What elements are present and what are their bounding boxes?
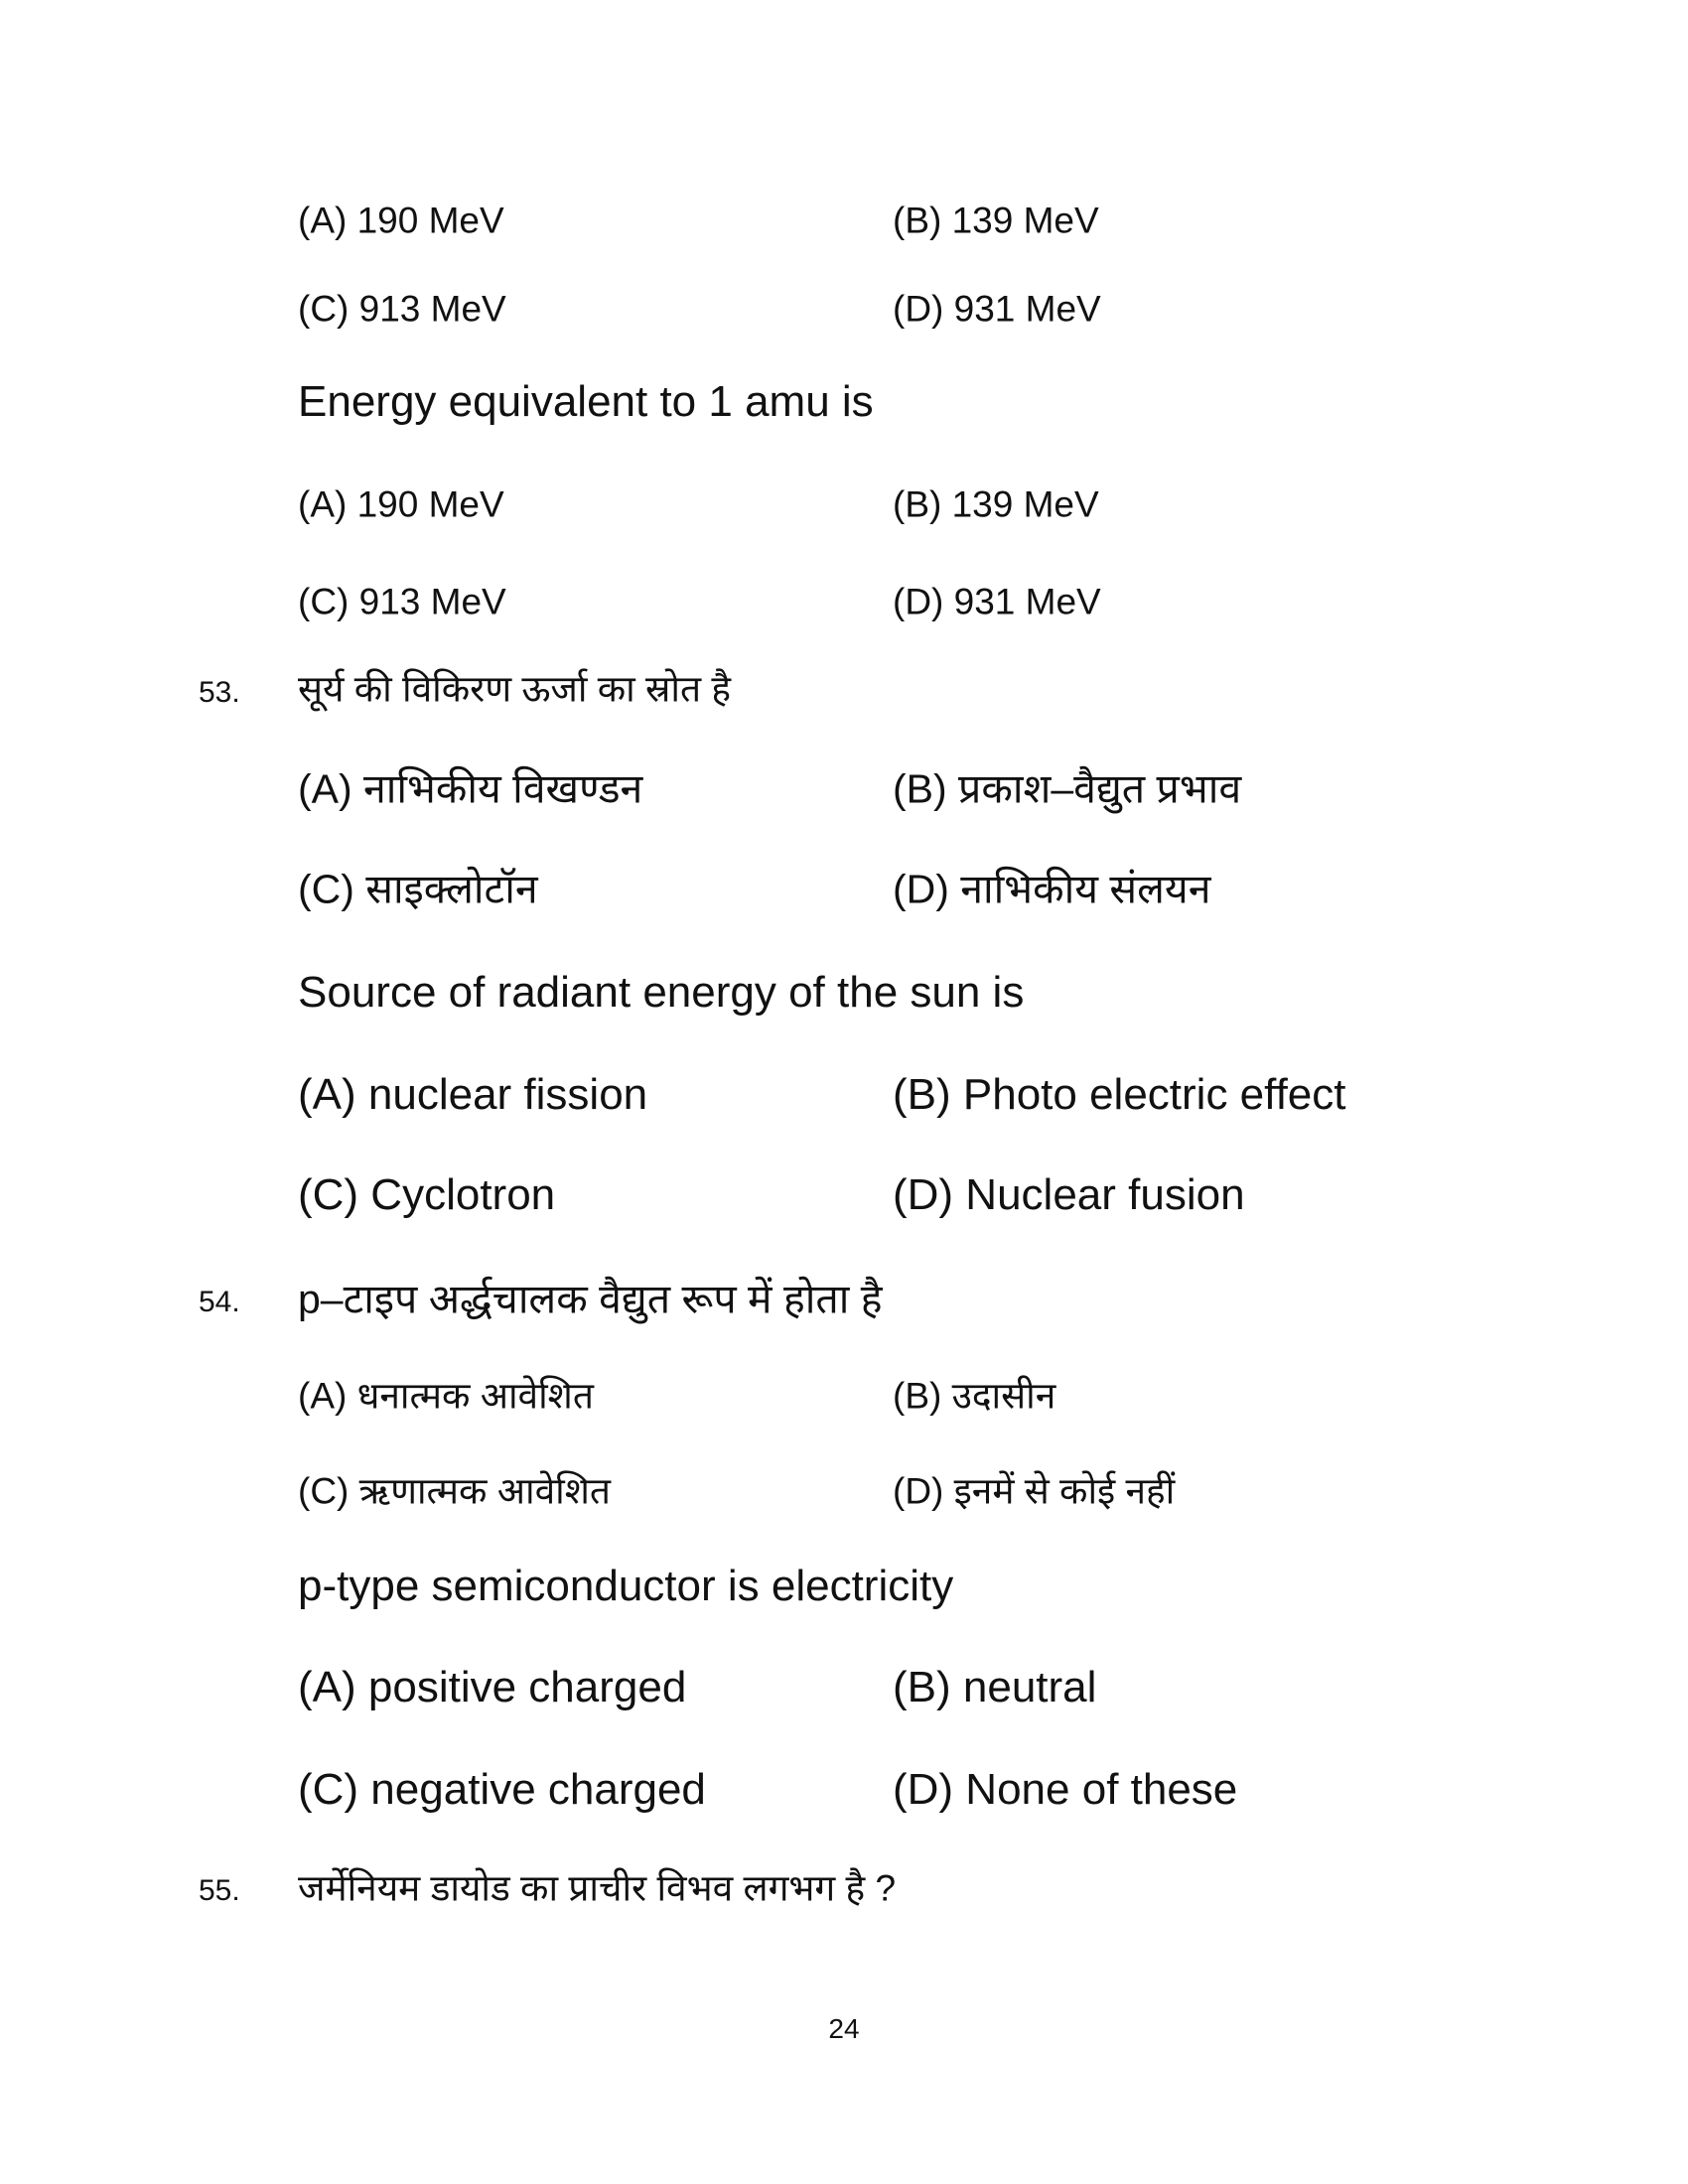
option-a-english: (A) positive charged bbox=[298, 1663, 687, 1711]
option-c-english: (C) 913 MeV bbox=[298, 581, 506, 622]
question-number: 54. bbox=[199, 1286, 240, 1318]
question-text-hindi: जर्मेनियम डायोड का प्राचीर विभव लगभग है ? bbox=[298, 1867, 897, 1909]
question-text-english: Energy equivalent to 1 amu is bbox=[298, 377, 874, 426]
option-d-hindi: (D) इनमें से कोई नहीं bbox=[893, 1470, 1176, 1512]
option-a-hindi: (A) 190 MeV bbox=[298, 200, 504, 241]
option-b-hindi: (B) उदासीन bbox=[893, 1375, 1056, 1417]
option-c-hindi: (C) साइक्लोटॉन bbox=[298, 866, 538, 912]
option-a-english: (A) nuclear fission bbox=[298, 1070, 648, 1119]
option-c-hindi: (C) ऋणात्मक आवेशित bbox=[298, 1470, 611, 1512]
option-b-english: (B) neutral bbox=[893, 1663, 1097, 1711]
option-d-english: (D) None of these bbox=[893, 1765, 1238, 1814]
option-c-hindi: (C) 913 MeV bbox=[298, 288, 506, 330]
question-text-english: p-type semiconductor is electricity bbox=[298, 1562, 954, 1610]
option-a-english: (A) 190 MeV bbox=[298, 483, 504, 525]
option-b-english: (B) 139 MeV bbox=[893, 483, 1099, 525]
option-c-english: (C) Cyclotron bbox=[298, 1170, 556, 1219]
question-text-hindi: p–टाइप अर्द्धचालक वैद्युत रूप में होता है bbox=[298, 1276, 883, 1322]
option-d-english: (D) Nuclear fusion bbox=[893, 1170, 1245, 1219]
option-a-hindi: (A) धनात्मक आवेशित bbox=[298, 1375, 594, 1417]
question-number: 53. bbox=[199, 676, 240, 709]
option-c-english: (C) negative charged bbox=[298, 1765, 706, 1814]
option-b-english: (B) Photo electric effect bbox=[893, 1070, 1346, 1119]
page-number: 24 bbox=[828, 2013, 860, 2044]
option-d-english: (D) 931 MeV bbox=[893, 581, 1101, 622]
option-a-hindi: (A) नाभिकीय विखण्डन bbox=[298, 765, 643, 812]
option-d-hindi: (D) नाभिकीय संलयन bbox=[893, 866, 1211, 912]
question-number: 55. bbox=[199, 1874, 240, 1907]
option-b-hindi: (B) प्रकाश–वैद्युत प्रभाव bbox=[893, 765, 1242, 812]
question-text-english: Source of radiant energy of the sun is bbox=[298, 968, 1025, 1017]
question-text-hindi: सूर्य की विकिरण ऊर्जा का स्रोत है bbox=[298, 668, 731, 710]
option-d-hindi: (D) 931 MeV bbox=[893, 288, 1101, 330]
option-b-hindi: (B) 139 MeV bbox=[893, 200, 1099, 241]
